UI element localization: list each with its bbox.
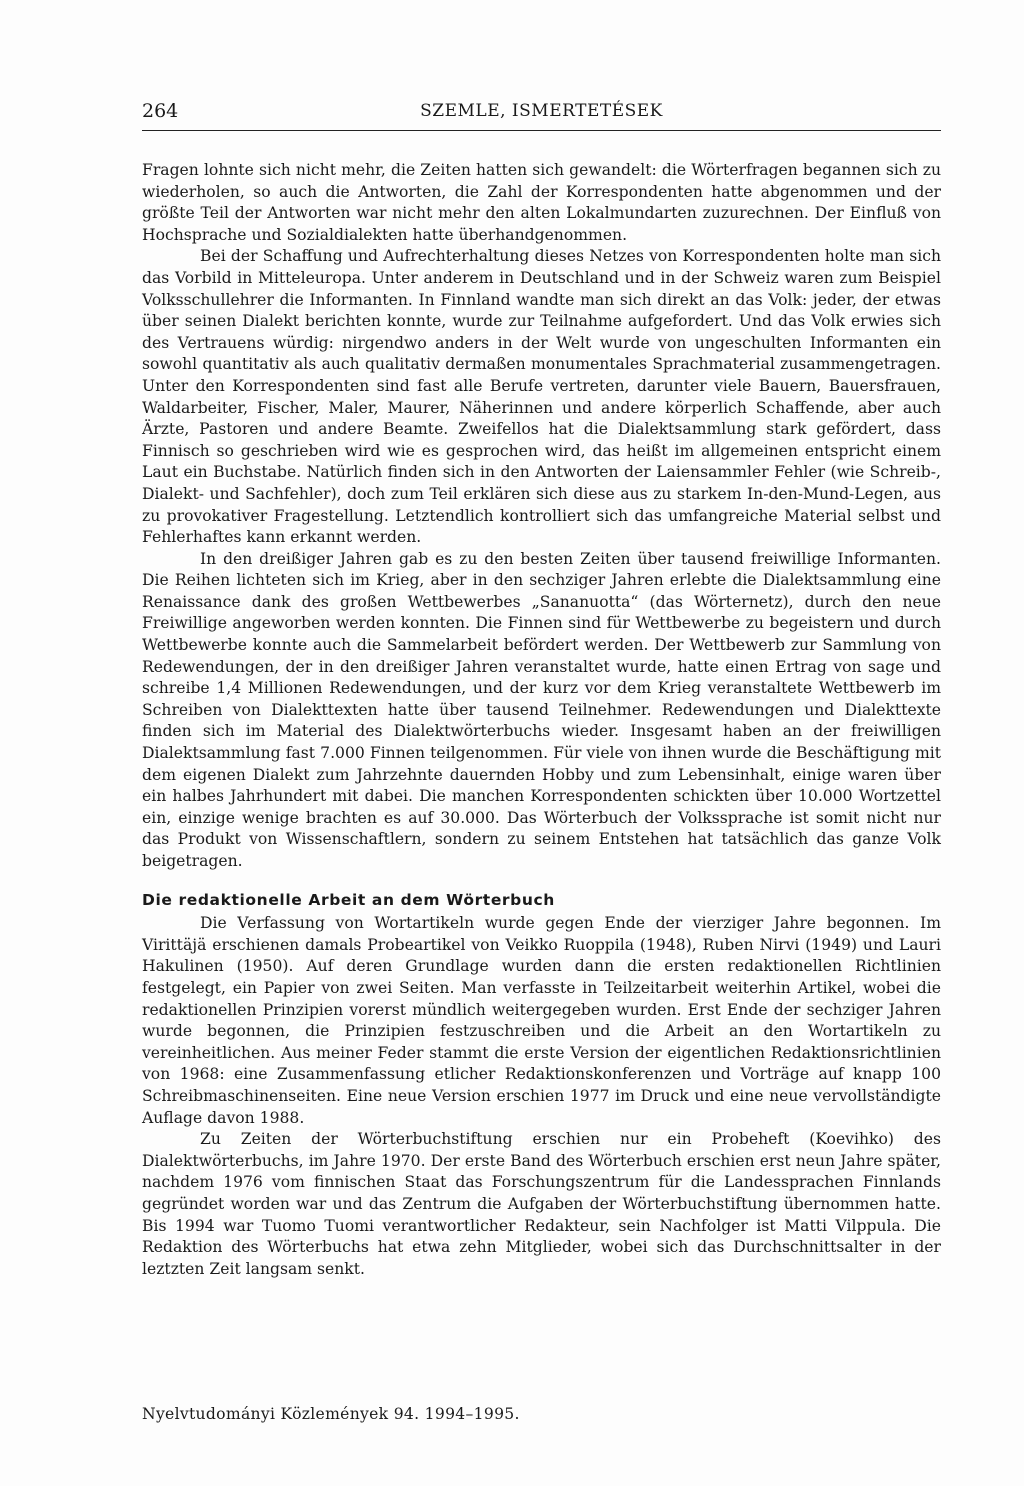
section-heading: Die redaktionelle Arbeit an dem Wörterbuch [142,890,555,909]
paragraph: Zu Zeiten der Wörterbuchstiftung erschien nur ein Probeheft (Koevihko) des Dialektwörterbuchs, im Jahre 1970. Der erste Band des Wörterbuch erschien erst neun Jahre später, nachdem 1976 vom finnischen Staat das Forschungszentrum für die Landessprachen Finnlands gegründet worden war und das Zentrum die Aufgaben der Wörterbuchstiftung übernommen hatte. Bis 1994 war Tuomo Tuomi verantwortlicher Redakteur, sein Nachfolger ist Matti Vilppula. Die Redaktion des Wörterbuchs hat etwa zehn Mitglieder, wobei sich das Durchschnittsalter in der leztzten Zeit langsam senkt. [142,1130,941,1278]
paragraph: In den dreißiger Jahren gab es zu den besten Zeiten über tausend freiwillige Informanten. Die Reihen lichteten sich im Krieg, aber in den sechziger Jahren erlebte die Dialektsammlung eine Renaissance dank des großen Wettbewerbes „Sananuotta“ (das Wörternetz), durch den neue Freiwillige angeworben werden konnten. Die Finnen sind für Wettbewerbe zu begeistern und durch Wettbewerbe konnte auch die Sammelarbeit befördert werden. Der Wettbewerb zur Sammlung von Redewendungen, der in den dreißiger Jahren veranstaltet wurde, hatte einen Ertrag von sage und schreibe 1,4 Millionen Redewendungen, und der kurz vor dem Krieg veranstaltete Wettbewerb im Schreiben von Dialekttexten hatte über tausend Teilnehmer. Redewendungen und Dialekttexte finden sich im Material des Dialektwörterbuchs wieder. Insgesamt haben an der freiwilligen Dialektsammlung fast 7.000 Finnen teilgenommen. Für viele von ihnen wurde die Beschäftigung mit dem eigenen Dialekt zum Jahrzehnte dauernden Hobby und zum Lebensinhalt, einige waren über ein halbes Jahrhundert mit dabei. Die manchen Korrespondenten schickten über 10.000 Wortzettel ein, einzige wenige brachten es auf 30.000. Das Wörterbuch der Volkssprache ist somit nicht nur das Produkt von Wissenschaftlern, sondern zu seinem Entstehen hat tatsächlich das ganze Volk beigetragen. [142,549,941,870]
paragraph: Die Verfassung von Wortartikeln wurde gegen Ende der vierziger Jahre begonnen. Im Virittäjä erschienen damals Probeartikel von Veikko Ruoppila (1948), Ruben Nirvi (1949) und Lauri Hakulinen (1950). Auf deren Grundlage wurden dann die ersten redaktionellen Richtlinien festgelegt, ein Papier von zwei Seiten. Man verfasste in Teilzeitarbeit weiterhin Artikel, wobei die redaktionellen Prinzipien vorerst mündlich weitergegeben wurden. Erst Ende der sechziger Jahren wurde begonnen, die Prinzipien festzuschreiben und die Arbeit an den Wortartikeln zu vereinheitlichen. Aus meiner Feder stammt die erste Version der eigentlichen Redaktionsrichtlinien von 1968: eine Zusammenfassung etlicher Redaktionskonferenzen und Vorträge auf knapp 100 Schreibmaschinenseiten. Eine neue Version erschien 1977 im Druck und eine neue vervollständigte Auflage davon 1988. [142,914,941,1127]
running-head: SZEMLE, ISMERTETÉSEK [420,101,663,121]
journal-footer: Nyelvtudományi Közlemények 94. 1994–1995. [142,1405,520,1423]
body-text [142,160,941,1280]
paragraph: Bei der Schaffung und Aufrechterhaltung dieses Netzes von Korrespondenten holte man sich das Vorbild in Mitteleuropa. Unter anderem in Deutschland und in der Schweiz waren zum Beispiel Volksschullehrer die Informanten. In Finnland wandte man sich direkt an das Volk: jeder, der etwas über seinen Dialekt berichten konnte, wurde zur Teilnahme aufgefordert. Und das Volk erwies sich des Vertrauens würdig: nirgendwo anders in der Welt wurde von ungeschulten Informanten ein sowohl quantitativ als auch qualitativ dermaßen monumentales Sprachmaterial zusammengetragen. Unter den Korrespondenten sind fast alle Berufe vertreten, darunter viele Bauern, Bauersfrauen, Waldarbeiter, Fischer, Maler, Maurer, Näherinnen und andere körperlich Schaffende, aber auch Ärzte, Pastoren und andere Beamte. Zweifellos hat die Dialektsammlung stark gefördert, dass Finnisch so geschrieben wird wie es gesprochen wird, das heißt im allgemeinen entspricht einem Laut ein Buchstabe. Natürlich finden sich in den Antworten der Laiensammler Fehler (wie Schreib-, Dialekt- und Sachfehler), doch zum Teil erklären sich diese aus zu starkem In-den-Mund-Legen, aus zu provokativer Fragestellung. Letztendlich kontrolliert sich das umfangreiche Material selbst und Fehlerhaftes kann erkannt werden. [142,247,941,547]
paragraph: Fragen lohnte sich nicht mehr, die Zeiten hatten sich gewandelt: die Wörterfragen begannen sich zu wiederholen, so auch die Antworten, die Zahl der Korrespondenten hatte abgenommen und der größte Teil der Antworten war nicht mehr den alten Lokalmundarten zuzurechnen. Der Einfluß von Hochsprache und Sozialdialekten hatte überhandgenommen. [142,161,941,244]
page-header [142,100,941,131]
page-number: 264 [142,100,179,122]
